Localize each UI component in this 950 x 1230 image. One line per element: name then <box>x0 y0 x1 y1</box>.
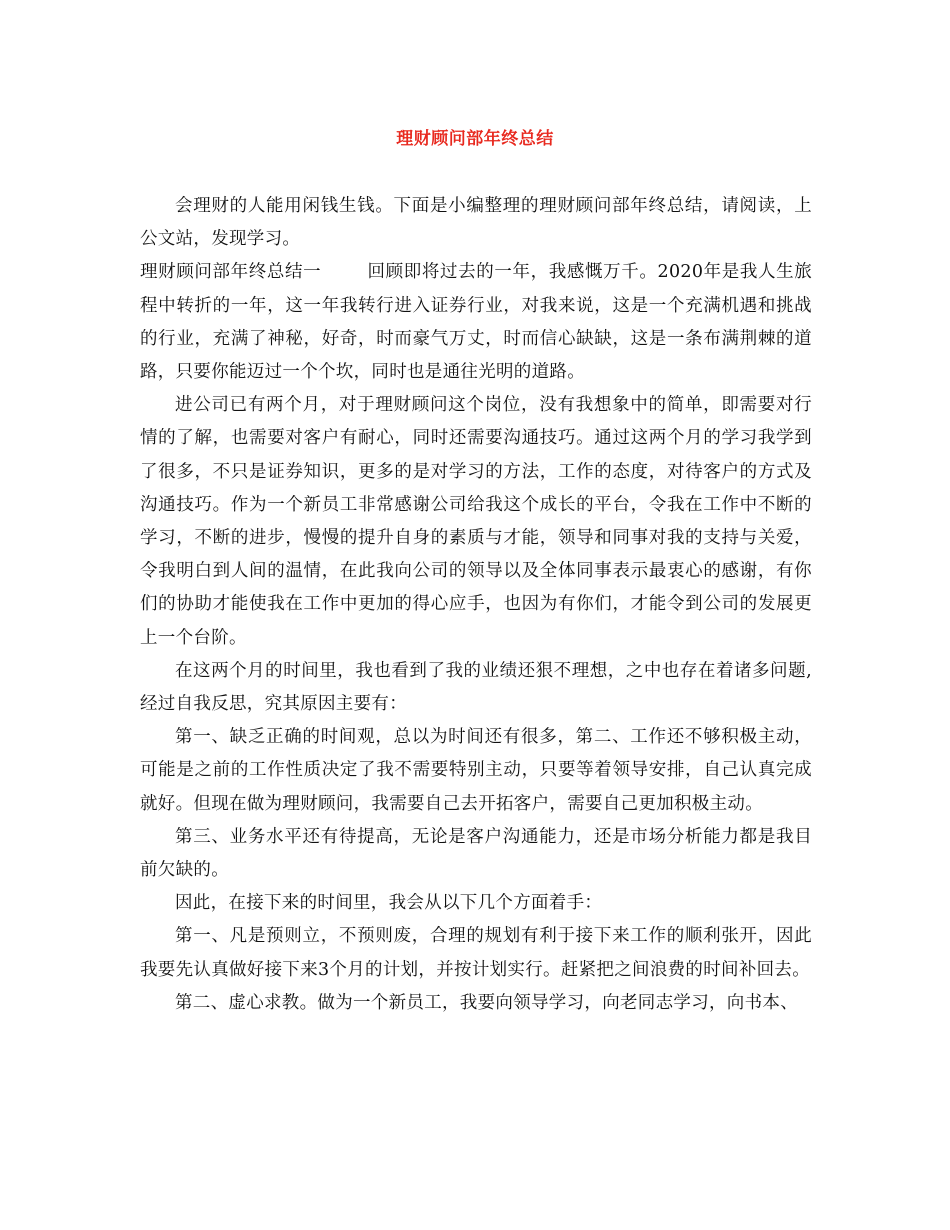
body-paragraph: 第一、缺乏正确的时间观，总以为时间还有很多，第二、工作还不够积极主动，可能是之前的工作性质决定了我不需要特别主动，只要等着领导安排，自己认真完成就好。但现在做为理财顾问，我需要自己去开拓客户，需要自己更加积极主动。 <box>140 727 812 814</box>
section-label: 理财顾问部年终总结一 <box>140 262 322 283</box>
section-first-text: 回顾即将过去的一年，我感慨万千。2020年是我人生旅程中转折的一年，这一年我转行进入证券行业，对我来说，这是一个充满机遇和挑战的行业，充满了神秘，好奇，时而豪气万丈，时而信心缺缺，这是一条布满荆棘的道路，只要你能迈过一个个坎，同时也是通往光明的道路。 <box>140 262 812 383</box>
document-body <box>140 190 812 1020</box>
body-paragraph: 进公司已有两个月，对于理财顾问这个岗位，没有我想象中的简单，即需要对行情的了解，也需要对客户有耐心，同时还需要沟通技巧。通过这两个月的学习我学到了很多，不只是证券知识，更多的是对学习的方法，工作的态度，对待客户的方式及沟通技巧。作为一个新员工非常感谢公司给我这个成长的平台，令我在工作中不断的学习，不断的进步，慢慢的提升自身的素质与才能，领导和同事对我的支持与关爱，令我明白到人间的温情，在此我向公司的领导以及全体同事表示最衷心的感谢，有你们的协助才能使我在工作中更加的得心应手，也因为有你们，才能令到公司的发展更上一个台阶。 <box>140 395 812 648</box>
document-title: 理财顾问部年终总结 <box>396 129 554 149</box>
body-paragraph: 第一、凡是预则立，不预则废，合理的规划有利于接下来工作的顺利张开，因此我要先认真做好接下来3个月的计划，并按计划实行。赶紧把之间浪费的时间补回去。 <box>140 926 812 980</box>
body-paragraph: 因此，在接下来的时间里，我会从以下几个方面着手： <box>175 893 603 914</box>
body-paragraph: 第三、业务水平还有待提高，无论是客户沟通能力，还是市场分析能力都是我目前欠缺的。 <box>140 826 812 881</box>
body-paragraph: 在这两个月的时间里，我也看到了我的业绩还狠不理想，之中也存在着诸多问题,经过自我反思，究其原因主要有： <box>140 660 812 715</box>
intro-paragraph: 会理财的人能用闲钱生钱。下面是小编整理的理财顾问部年终总结，请阅读，上公文站，发现学习。 <box>140 196 812 250</box>
section-one-paragraph <box>140 256 812 389</box>
body-paragraph: 第二、虚心求教。做为一个新员工，我要向领导学习，向老同志学习，向书本、 <box>175 992 798 1013</box>
